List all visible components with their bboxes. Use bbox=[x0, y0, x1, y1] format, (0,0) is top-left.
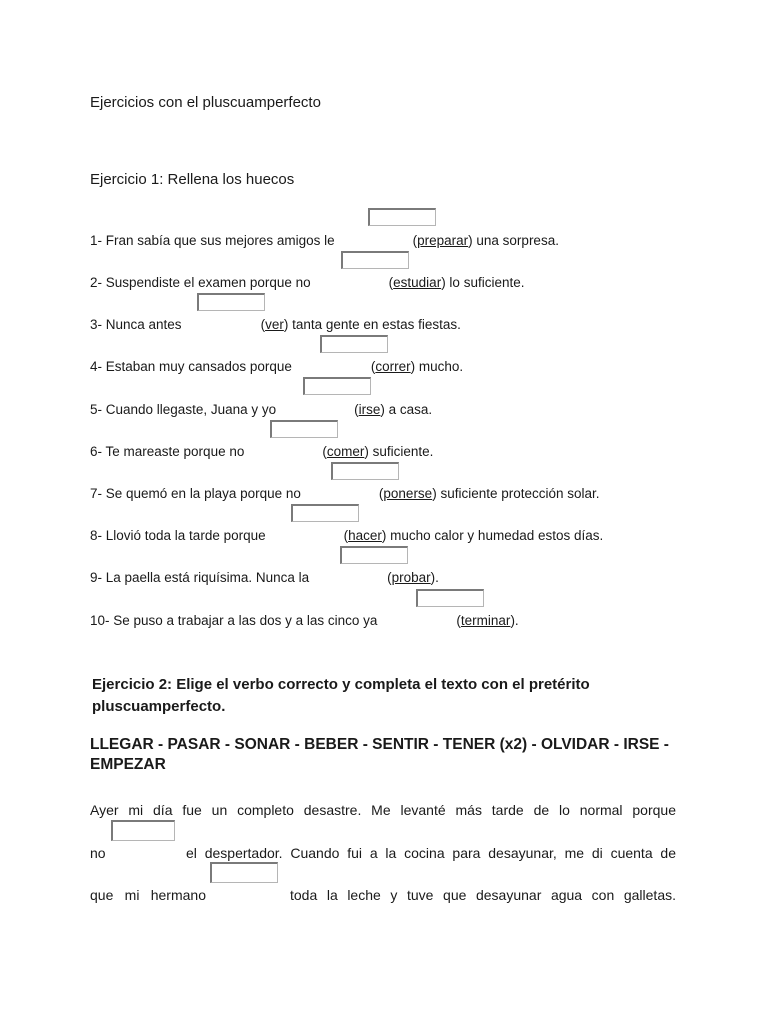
answer-box-2[interactable] bbox=[341, 251, 409, 269]
verb-hint: ver bbox=[265, 317, 284, 332]
answer-box-4[interactable] bbox=[320, 335, 388, 353]
paragraph-answer-box-2[interactable] bbox=[210, 862, 278, 883]
sentence-text: 9- La paella está riquísima. Nunca la bbox=[90, 570, 310, 585]
sentence-end: ). bbox=[510, 613, 519, 628]
paragraph-text: toda la leche y tuve que desayunar agua con galletas. bbox=[290, 887, 676, 903]
verb-hint: preparar bbox=[417, 233, 469, 248]
paragraph-line-2 bbox=[90, 845, 676, 861]
answer-box-5[interactable] bbox=[303, 377, 371, 395]
sentence-end: ) mucho calor y humedad estos días. bbox=[381, 528, 604, 543]
answer-box-10[interactable] bbox=[416, 589, 484, 607]
sentence-end: ) lo suficiente. bbox=[441, 275, 525, 290]
verb-hint: probar bbox=[391, 570, 431, 585]
sentence-end: ). bbox=[430, 570, 439, 585]
sentence-text: 8- Llovió toda la tarde porque bbox=[90, 528, 266, 543]
paragraph-text: no bbox=[90, 845, 106, 861]
sentence-text: 1- Fran sabía que sus mejores amigos le bbox=[90, 233, 335, 248]
exercise-line-10: 10- Se puso a trabajar a las dos y a las cinco ya (terminar). bbox=[90, 613, 519, 628]
exercise-line-1: 1- Fran sabía que sus mejores amigos le (preparar) una sorpresa. bbox=[90, 233, 559, 248]
sentence-end: ) suficiente. bbox=[364, 444, 434, 459]
verb-hint: hacer bbox=[348, 528, 382, 543]
sentence-end: ) suficiente protección solar. bbox=[432, 486, 600, 501]
verb-hint: correr bbox=[375, 359, 411, 374]
sentence-text: 6- Te mareaste porque no bbox=[90, 444, 245, 459]
sentence-text: 2- Suspendiste el examen porque no bbox=[90, 275, 311, 290]
answer-box-9[interactable] bbox=[340, 546, 408, 564]
sentence-end: ) mucho. bbox=[410, 359, 464, 374]
answer-box-8[interactable] bbox=[291, 504, 359, 522]
paragraph-text: el despertador. Cuando fui a la cocina para desayunar, me di cuenta de bbox=[186, 845, 676, 861]
exercise-line-7: 7- Se quemó en la playa porque no (ponerse) suficiente protección solar. bbox=[90, 486, 600, 501]
sentence-end: ) una sorpresa. bbox=[468, 233, 559, 248]
exercise-line-4: 4- Estaban muy cansados porque (correr) mucho. bbox=[90, 359, 464, 374]
answer-box-6[interactable] bbox=[270, 420, 338, 438]
verb-hint: estudiar bbox=[393, 275, 442, 290]
exercise-line-9: 9- La paella está riquísima. Nunca la (probar). bbox=[90, 570, 439, 585]
sentence-end: ) tanta gente en estas fiestas. bbox=[283, 317, 461, 332]
answer-box-3[interactable] bbox=[197, 293, 265, 311]
verb-hint: irse bbox=[358, 402, 381, 417]
exercise-line-5: 5- Cuando llegaste, Juana y yo (irse) a casa. bbox=[90, 402, 433, 417]
sentence-text: 4- Estaban muy cansados porque bbox=[90, 359, 292, 374]
verb-hint: terminar bbox=[460, 613, 511, 628]
sentence-end: ) a casa. bbox=[380, 402, 433, 417]
answer-box-7[interactable] bbox=[331, 462, 399, 480]
document-title: Ejercicios con el pluscuamperfecto bbox=[90, 94, 321, 111]
sentence-text: 10- Se puso a trabajar a las dos y a las cinco ya bbox=[90, 613, 378, 628]
paragraph-line-1: Ayer mi día fue un completo desastre. Me levanté más tarde de lo normal porque bbox=[90, 802, 676, 818]
verb-hint: ponerse bbox=[383, 486, 433, 501]
paragraph-answer-box-1[interactable] bbox=[111, 820, 175, 841]
verb-list: LLEGAR - PASAR - SONAR - BEBER - SENTIR - TENER (x2) - OLVIDAR - IRSE - EMPEZAR bbox=[90, 736, 669, 773]
sentence-text: 3- Nunca antes bbox=[90, 317, 182, 332]
answer-box-1[interactable] bbox=[368, 208, 436, 226]
exercise-1-heading: Ejercicio 1: Rellena los huecos bbox=[90, 171, 295, 188]
exercise-line-8: 8- Llovió toda la tarde porque (hacer) mucho calor y humedad estos días. bbox=[90, 528, 604, 543]
paragraph-text: que mi hermano bbox=[90, 887, 206, 903]
verb-hint: comer bbox=[326, 444, 365, 459]
exercise-line-3: 3- Nunca antes (ver) tanta gente en estas fiestas. bbox=[90, 317, 461, 332]
sentence-text: 5- Cuando llegaste, Juana y yo bbox=[90, 402, 277, 417]
exercise-line-2: 2- Suspendiste el examen porque no (estudiar) lo suficiente. bbox=[90, 275, 525, 290]
sentence-text: 7- Se quemó en la playa porque no bbox=[90, 486, 301, 501]
exercise-line-6: 6- Te mareaste porque no (comer) suficiente. bbox=[90, 444, 434, 459]
exercise-2-heading: Ejercicio 2: Elige el verbo correcto y completa el texto con el pretérito pluscuamperfecto. bbox=[92, 676, 590, 715]
